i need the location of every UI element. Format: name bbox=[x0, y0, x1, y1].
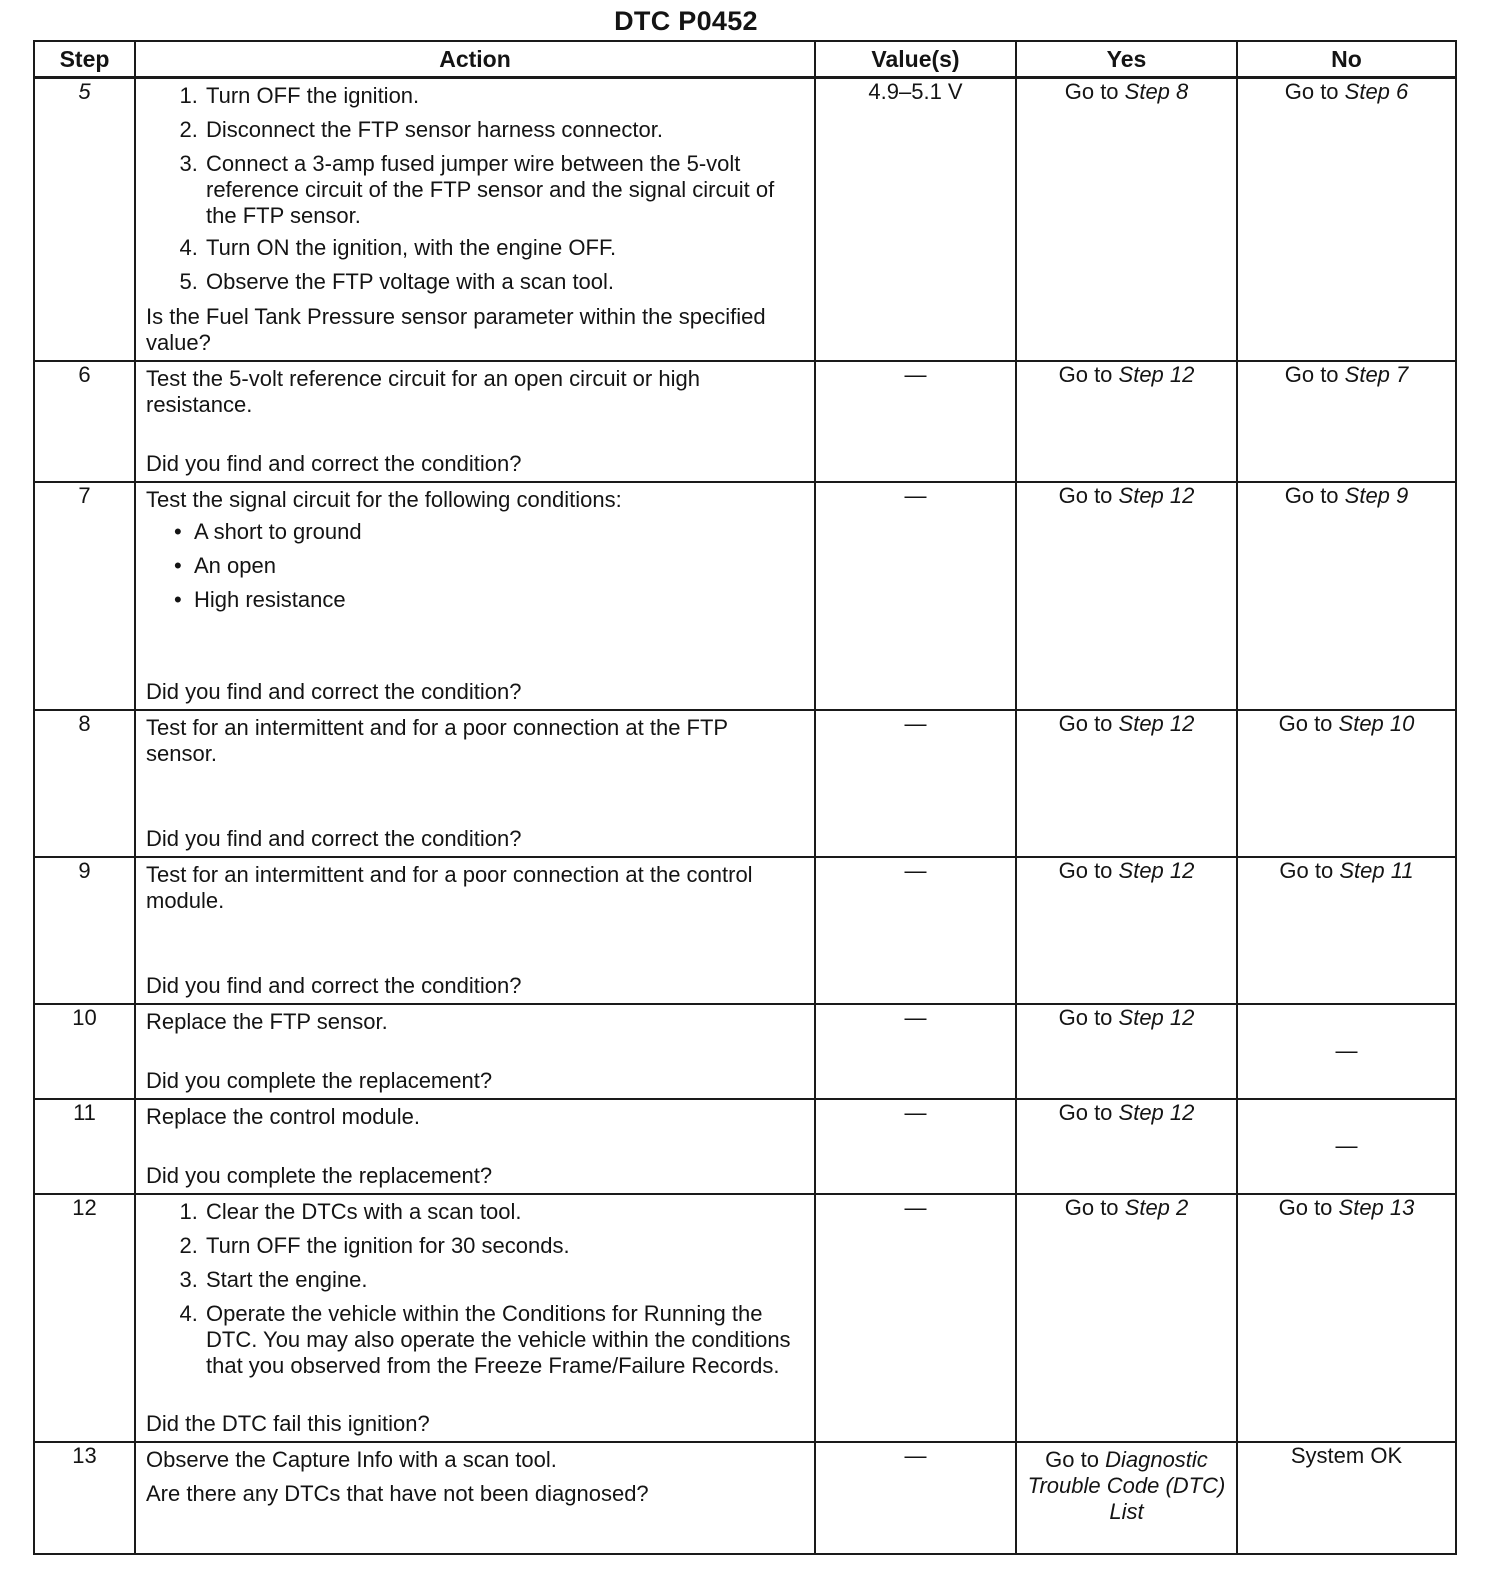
action-step-item: 5. Observe the FTP voltage with a scan tool. bbox=[204, 269, 798, 295]
value-cell: — bbox=[815, 1442, 1016, 1554]
header-row bbox=[34, 41, 1456, 78]
value-cell: — bbox=[815, 1099, 1016, 1194]
go-to-step-6-link[interactable]: Step 6 bbox=[1344, 79, 1409, 104]
yes-cell bbox=[1016, 1442, 1237, 1554]
system-ok-text: System OK bbox=[1290, 1442, 1403, 1468]
condition-item: • High resistance bbox=[194, 587, 798, 613]
go-to-prefix: Go to bbox=[1058, 710, 1119, 736]
action-question: Did the DTC fail this ignition? bbox=[146, 1410, 430, 1436]
go-to-step-12-link[interactable]: Step 12 bbox=[1118, 1099, 1195, 1125]
value-cell: — bbox=[815, 857, 1016, 1004]
go-to-prefix: Go to bbox=[1045, 1446, 1106, 1472]
yes-cell bbox=[1016, 1194, 1237, 1442]
action-intro: Replace the control module. bbox=[146, 1103, 420, 1129]
yes-cell bbox=[1016, 482, 1237, 710]
no-cell bbox=[1237, 710, 1456, 857]
value-cell: — bbox=[815, 482, 1016, 710]
action-step-item: 4. Turn ON the ignition, with the engine OFF. bbox=[204, 235, 798, 261]
condition-item: • A short to ground bbox=[194, 519, 798, 545]
action-question: Did you complete the replacement? bbox=[146, 1067, 493, 1093]
value-cell: — bbox=[815, 1194, 1016, 1442]
go-to-prefix: Go to bbox=[1064, 1194, 1125, 1220]
action-intro: Test for an intermittent and for a poor connection at the control module. bbox=[146, 861, 753, 913]
go-to-prefix: Go to bbox=[1278, 1194, 1339, 1220]
no-cell bbox=[1237, 361, 1456, 482]
action-question: Are there any DTCs that have not been diagnosed? bbox=[146, 1480, 649, 1506]
action-step-item: 2. Disconnect the FTP sensor harness connector. bbox=[204, 117, 798, 143]
condition-item: • An open bbox=[194, 553, 798, 579]
go-to-prefix: Go to bbox=[1284, 361, 1345, 387]
go-to-prefix: Go to bbox=[1064, 79, 1125, 104]
header-no: No bbox=[1237, 41, 1456, 78]
page-title: DTC P0452 bbox=[614, 6, 758, 36]
step-number: 6 bbox=[34, 361, 135, 482]
go-to-prefix: Go to bbox=[1284, 482, 1345, 508]
go-to-step-11-link[interactable]: Step 11 bbox=[1339, 857, 1414, 883]
go-to-step-12-link[interactable]: Step 12 bbox=[1118, 710, 1195, 736]
table-row-step-13 bbox=[34, 1442, 1456, 1554]
go-to-prefix: Go to bbox=[1058, 1099, 1119, 1125]
go-to-step-9-link[interactable]: Step 9 bbox=[1344, 482, 1409, 508]
action-question: Is the Fuel Tank Pressure sensor parameter within the specified value? bbox=[146, 303, 766, 355]
step-number-label: 5 bbox=[78, 79, 91, 104]
action-step-item: 1. Turn OFF the ignition. bbox=[204, 83, 798, 109]
go-to-prefix: Go to bbox=[1284, 79, 1345, 104]
action-step-item: 1. Clear the DTCs with a scan tool. bbox=[204, 1199, 798, 1225]
go-to-step-2-link[interactable]: Step 2 bbox=[1124, 1194, 1189, 1220]
action-question: Did you find and correct the condition? bbox=[146, 678, 522, 704]
action-steps bbox=[146, 83, 798, 295]
go-to-step-12-link[interactable]: Step 12 bbox=[1118, 1004, 1195, 1030]
no-cell: — bbox=[1237, 1099, 1456, 1194]
step-number: 12 bbox=[34, 1194, 135, 1442]
action-intro: Test the signal circuit for the following conditions: bbox=[146, 486, 622, 512]
step-number: 9 bbox=[34, 857, 135, 1004]
no-cell bbox=[1237, 78, 1456, 361]
go-to-step-12-link[interactable]: Step 12 bbox=[1118, 361, 1195, 387]
go-to-step-12-link[interactable]: Step 12 bbox=[1118, 482, 1195, 508]
header-action: Action bbox=[135, 41, 815, 78]
go-to-step-12-link[interactable]: Step 12 bbox=[1118, 857, 1195, 883]
yes-cell bbox=[1016, 857, 1237, 1004]
no-cell bbox=[1237, 857, 1456, 1004]
action-question: Did you find and correct the condition? bbox=[146, 825, 522, 851]
yes-cell bbox=[1016, 78, 1237, 361]
action-cell bbox=[135, 361, 815, 482]
header-step: Step bbox=[34, 41, 135, 78]
yes-cell bbox=[1016, 1004, 1237, 1099]
action-cell bbox=[135, 857, 815, 1004]
no-cell bbox=[1237, 1194, 1456, 1442]
action-intro: Test for an intermittent and for a poor connection at the FTP sensor. bbox=[146, 714, 728, 766]
action-cell bbox=[135, 78, 815, 361]
value-cell: — bbox=[815, 710, 1016, 857]
value-cell: — bbox=[815, 361, 1016, 482]
table-row-step-8 bbox=[34, 710, 1456, 857]
go-to-step-10-link[interactable]: Step 10 bbox=[1338, 710, 1415, 736]
value-cell: 4.9–5.1 V bbox=[815, 78, 1016, 361]
go-to-prefix: Go to bbox=[1279, 857, 1340, 883]
table-row-step-10 bbox=[34, 1004, 1456, 1099]
action-intro: Test the 5-volt reference circuit for an open circuit or high resistance. bbox=[146, 365, 700, 417]
action-cell bbox=[135, 710, 815, 857]
go-to-prefix: Go to bbox=[1278, 710, 1339, 736]
go-to-prefix: Go to bbox=[1058, 361, 1119, 387]
condition-list bbox=[146, 519, 798, 613]
action-cell bbox=[135, 1442, 815, 1554]
action-cell bbox=[135, 1004, 815, 1099]
action-question: Did you find and correct the condition? bbox=[146, 972, 522, 998]
action-step-item: 2. Turn OFF the ignition for 30 seconds. bbox=[204, 1233, 798, 1259]
no-cell bbox=[1237, 1442, 1456, 1554]
go-to-step-8-link[interactable]: Step 8 bbox=[1124, 79, 1189, 104]
action-step-item: 3. Connect a 3-amp fused jumper wire between the 5-volt reference circuit of the FTP sensor and the signal circuit of the FTP sensor. bbox=[204, 151, 798, 229]
action-intro: Observe the Capture Info with a scan tool. bbox=[146, 1446, 557, 1472]
step-number: 8 bbox=[34, 710, 135, 857]
step-number: 13 bbox=[34, 1442, 135, 1554]
action-cell bbox=[135, 1099, 815, 1194]
go-to-prefix: Go to bbox=[1058, 482, 1119, 508]
value-cell: — bbox=[815, 1004, 1016, 1099]
header-values: Value(s) bbox=[815, 41, 1016, 78]
no-cell: — bbox=[1237, 1004, 1456, 1099]
go-to-step-13-link[interactable]: Step 13 bbox=[1338, 1194, 1415, 1220]
table-row-step-7 bbox=[34, 482, 1456, 710]
action-question: Did you complete the replacement? bbox=[146, 1162, 493, 1188]
yes-cell bbox=[1016, 361, 1237, 482]
dtc-table bbox=[33, 40, 1457, 1555]
header-yes: Yes bbox=[1016, 41, 1237, 78]
go-to-prefix: Go to bbox=[1058, 857, 1119, 883]
table-row-step-11 bbox=[34, 1099, 1456, 1194]
step-number: 7 bbox=[34, 482, 135, 710]
no-cell bbox=[1237, 482, 1456, 710]
step-number: 11 bbox=[34, 1099, 135, 1194]
action-cell bbox=[135, 482, 815, 710]
action-question: Did you find and correct the condition? bbox=[146, 450, 522, 476]
table-row-step-9 bbox=[34, 857, 1456, 1004]
go-to-prefix: Go to bbox=[1058, 1004, 1119, 1030]
table-row-step-5 bbox=[34, 78, 1456, 361]
action-cell bbox=[135, 1194, 815, 1442]
yes-cell bbox=[1016, 1099, 1237, 1194]
action-step-item: 3. Start the engine. bbox=[204, 1267, 798, 1293]
action-steps bbox=[146, 1199, 798, 1379]
action-intro: Replace the FTP sensor. bbox=[146, 1008, 388, 1034]
action-step-item: 4. Operate the vehicle within the Conditions for Running the DTC. You may also operate the vehicle within the conditions that you observed from the Freeze Frame/Failure Records. bbox=[204, 1301, 798, 1379]
table-row-step-6 bbox=[34, 361, 1456, 482]
step-number bbox=[34, 78, 135, 361]
go-to-dtc-list-link[interactable]: Diagnostic Trouble Code (DTC) List bbox=[1027, 1446, 1226, 1524]
table-row-step-12 bbox=[34, 1194, 1456, 1442]
yes-cell bbox=[1016, 710, 1237, 857]
step-number: 10 bbox=[34, 1004, 135, 1099]
go-to-step-7-link[interactable]: Step 7 bbox=[1344, 361, 1409, 387]
